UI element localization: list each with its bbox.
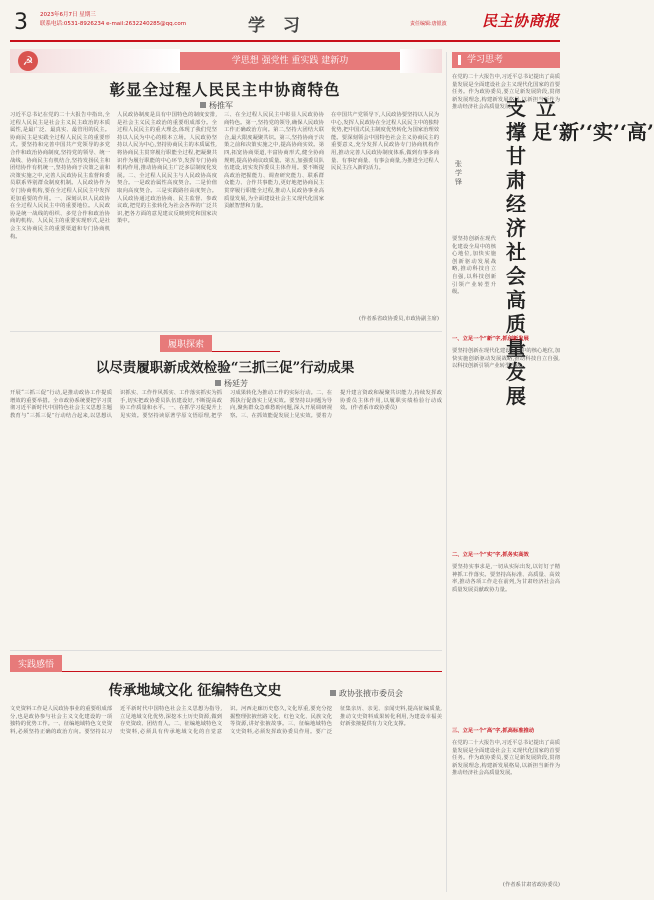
right-intro-text: 在党的二十大报告中,习近平总书记提出了高质量发展是全面建设社会主义现代化国家的首要任务。作为政协委员,要立足新发展阶段,贯彻新发展理念,构建新发展格局,以新担当新作为推动经济社会高质量发展。 (452, 74, 560, 111)
right-subhead-2: 二、立足一个“实”字,抓务实高效 (452, 552, 529, 558)
date-line: 2023年6月7日 星期三 (40, 12, 96, 18)
article3-body: 文史资料工作是人民政协事业的重要组成部分,也是政协参与社会主义文化建设的一项独特的优势工作。一、征编地域特色文史资料,必须坚持正确的政治方向。要坚持以习近平新时代中国特色社会主义思想为指导,立足地域文化优势,深挖本土历史资源,做到存史资政、团结育人。二、征编地域特色文史资料,必须具有传承地域文化的自觉意识。河西走廊历史悠久,文化厚重,要充分挖掘整理张掖丝路文化、红色文化、民族文化等资源,讲好张掖故事。三、征编地域特色文史资料,必须发挥政协委员作用。要广泛征集亲历、亲见、亲闻史料,提高征编质量,推动文史资料成果转化利用,为建设幸福美好新张掖提供有力文化支撑。 (10, 706, 442, 735)
right-author: 张学锋 (455, 160, 462, 186)
right-subhead-3: 三、立足一个“高”字,抓高标准推动 (452, 728, 535, 734)
contact-line: 联系电话:0531-8926234 e-mail:2632240285@qq.com (40, 21, 187, 27)
right-body-2: 要坚持实事求是,一切从实际出发,以钉钉子精神抓工作落实。要坚持高标准、高质量、高效率,推动各项工作走在前列,为甘肃经济社会高质量发展贡献政协力量。 (452, 564, 560, 593)
section-name: 学 习 (248, 16, 306, 36)
article3-title: 传承地域文化 征编特色文史 (108, 683, 282, 699)
article1-col2: 人民政协制度是具有中国特色的制度安排,是社会主义民主政治的重要组成部分。全过程人民民主的重大理念,体现了我们党坚持以人民为中心的根本立场。人民政协坚持以人民为中心,坚持协商民主的本质属性,将协商民主贯穿履行职能全过程,把凝聚共识作为履行职能的中心环节,发挥专门协商机构作用,推动协商民主广泛多层制度化发展。二、全过程人民民主与人民政协高度契合。一是政治属性高度契合。二是价值取向高度契合。三是实践路径高度契合。人民政协通过政治协商、民主监督、参政议政,把党的主张转化为社会各界的广泛共识,把各方面的意见建议反映到党和国家决策中。 (117, 112, 217, 225)
right-title-col2: 支撑甘肃经济社会高质量发展 (506, 96, 526, 408)
article2-body: 开展“三抓三促”行动,是推动政协工作提质增效的重要举措。全市政协系统要把学习贯彻习近平新时代中国特色社会主义思想主题教育与“三抓三促”行动结合起来,以思想认识抓实、工作作风抓实、工作落实抓实为抓手,切实把政协委员队伍建设好,不断提高政协工作质量和水平。一、在抓学习促提升上见实效。要坚持读原著学原文悟原理,把学习成果转化为推动工作的实际行动。二、在抓执行促落实上见实效。要坚持以问题为导向,聚焦群众急难愁盼问题,深入开展调研视察。三、在抓效能促发展上见实效。要着力提升建言资政和凝聚共识能力,持续发挥政协委员主体作用,以履职实绩检验行动成效。(作者系市政协委员) (10, 390, 442, 419)
article3-section-tab: 实践感悟 (10, 655, 442, 672)
page-number: 3 (14, 10, 28, 35)
article1-col4: 在中国共产党领导下,人民政协要坚持以人民为中心,发挥人民政协在全过程人民民主中的独特优势,把中国式民主制度优势转化为国家治理效能。要深刻领会中国特色社会主义协商民主的重要意义,充分发挥人民政协专门协商机构作用,推动完善人民政协制度体系,做到有事多商量、有事好商量、有事会商量,为推进全过程人民民主注入新的活力。 (331, 112, 439, 172)
right-body-3: 在党的二十大报告中,习近平总书记提出了高质量发展是全面建设社会主义现代化国家的首要任务。作为政协委员,要立足新发展阶段,贯彻新发展理念,构建新发展格局,以新担当新作为推动经济社会高质量发展。 (452, 740, 560, 777)
article3-author: 政协张掖市委员会 (330, 688, 403, 699)
article1-col3: 三、在全过程人民民主中彰显人民政协协商特色。第一,坚持党的领导,确保人民政协工作正确政治方向。第二,坚持大团结大联合,最大限度凝聚共识。第三,坚持协商于决策之前和决策实施之中,提高协商实效。第四,拓宽协商渠道,丰富协商形式,健全协商规则,提高协商议政质量。第五,加强委员队伍建设,切实发挥委员主体作用。要不断提高政治把握能力、调查研究能力、联系群众能力、合作共事能力,更好地把协商民主贯穿履行职能全过程,推动人民政协事业高质量发展,为全面建设社会主义现代化国家贡献智慧和力量。 (224, 112, 324, 210)
article1-col1: 习近平总书记在党的二十大报告中指出,全过程人民民主是社会主义民主政治的本质属性,是最广泛、最真实、最管用的民主。协商民主是实践全过程人民民主的重要形式。要坚持和完善中国共产党领导的多党合作和政治协商制度,坚持党的领导、统一战线、协商民主有机结合,坚持发扬民主和团结协作有机统一,坚持协商于决策之前和决策实施之中,完善人民政协民主监督和委员联系界别群众制度机制。人民政协作为专门协商机构,要在全过程人民民主中发挥更加重要的作用。一、深刻认识人民政协在全过程人民民主中的重要地位。人民政协是统一战线的组织、多党合作和政治协商的机构、人民民主的重要实现形式,是社会主义协商民主的重要渠道和专门协商机构。 (10, 112, 110, 240)
author-marker-icon (215, 380, 221, 386)
banner-slogan: 学思想 强党性 重实践 建新功 (180, 52, 400, 70)
header-rule (10, 40, 560, 42)
page-header (0, 0, 570, 44)
right-body-1: 要坚持创新在现代化建设全局中的核心地位,加快实施创新驱动发展战略,推动科技自立自强,以科技创新引领产业转型升级。 (452, 348, 560, 370)
article1-banner (10, 49, 442, 73)
article1-footnote: (作者系省政协委员,市政协副主席) (359, 316, 439, 322)
right-section-tab: 学习思考 (452, 52, 560, 68)
article1-author: 杨推军 (200, 100, 233, 111)
party-emblem-icon: ☭ (18, 51, 38, 71)
header-info (40, 11, 186, 29)
right-footnote: (作者系甘肃省政协委员) (502, 882, 560, 888)
article2-title: 以尽责履职新成效检验“三抓三促”行动成果 (95, 360, 355, 376)
editor-line: 责任编辑:唐银波 (410, 21, 447, 27)
right-subhead-1: 一、立足一个“新”字,抓创新发展 (452, 336, 529, 342)
article2-section-tab: 履职探索 (160, 335, 280, 352)
brand-logo: 民主协商报 (482, 12, 560, 30)
author-marker-icon (200, 102, 206, 108)
article2-author: 杨延芳 (215, 378, 248, 389)
article1-title: 彰显全过程人民民主中协商特色 (109, 80, 341, 99)
right-title-col1: 立足‘新’‘实’‘高’ (532, 96, 654, 144)
right-text-beside-title: 要坚持创新在现代化建设全局中的核心地位,加快实施创新驱动发展战略,推动科技自立自强,以科技创新引领产业转型升级。 (452, 236, 496, 296)
author-marker-icon (330, 690, 336, 696)
